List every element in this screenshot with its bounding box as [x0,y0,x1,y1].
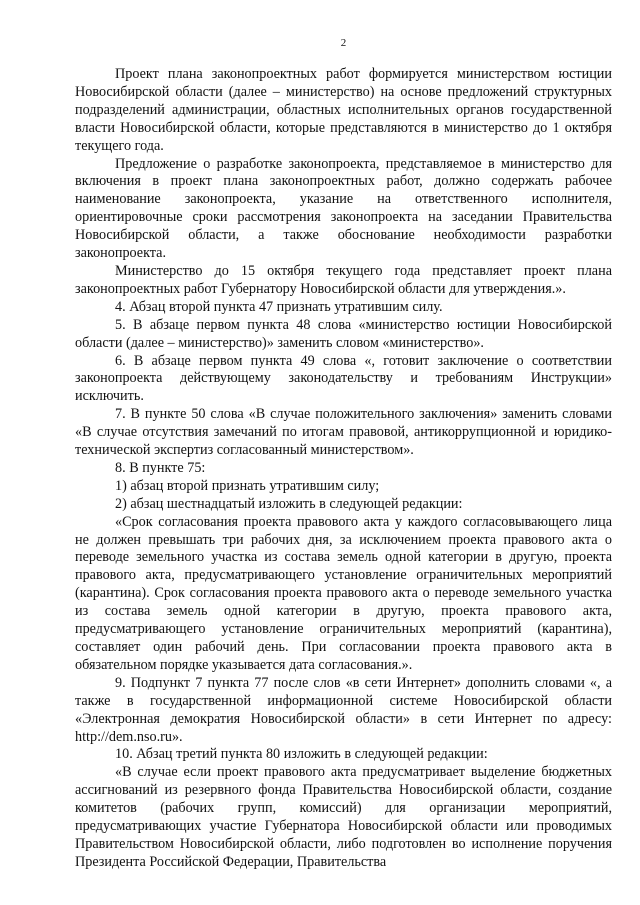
paragraph: 8. В пункте 75: [115,459,206,476]
document-page [75,36,612,872]
paragraph: 4. Абзац второй пункта 47 признать утратившим силу. [115,298,443,315]
paragraph: 9. Подпункт 7 пункта 77 после слов «в сети Интернет» дополнить словами «, а также в государственной информационной системе Новосибирской области «Электронная демократия Новосибирской области» в сети Интернет по адресу: http://dem.nso.ru». [75,674,612,745]
paragraph: 1) абзац второй признать утратившим силу; [115,477,380,494]
document-body [75,66,612,872]
paragraph: 10. Абзац третий пункта 80 изложить в следующей редакции: [115,746,488,763]
paragraph: 6. В абзаце первом пункта 49 слова «, готовит заключение о соответствии законопроекта действующему законодательству и требованиям Инструкции» исключить. [75,352,612,405]
paragraph: Министерство до 15 октября текущего года представляет проект плана законопроектных работ Губернатору Новосибирской области для утверждения.». [75,262,612,297]
paragraph: «Срок согласования проекта правового акта у каждого согласовывающего лица не должен превышать три рабочих дня, за исключением проекта правового акта о переводе земельного участка из состава земель одной категории в другую, проекта правового акта, предусматривающего установление ограничительных мероприятий (карантина). Срок согласования проекта правового акта о переводе земельного участка из состава земель одной категории в другую, проекта правового акта, предусматривающего установление ограничительных мероприятий (карантина), составляет один рабочий день. При согласовании проекта правового акта в обязательном порядке указывается дата согласования.». [75,513,612,673]
paragraph: Предложение о разработке законопроекта, представляемое в министерство для включения в проект плана законопроектных работ, должно содержать рабочее наименование законопроекта, указание на ответственного исполнителя, ориентировочные сроки рассмотрения законопроекта на заседании Правительства Новосибирской области, а также обоснование необходимости разработки законопроекта. [75,155,612,262]
paragraph: 5. В абзаце первом пункта 48 слова «министерство юстиции Новосибирской области (далее – министерство)» заменить словом «министерство». [75,316,612,351]
page-number: 2 [340,37,347,49]
paragraph: 7. В пункте 50 слова «В случае положительного заключения» заменить словами «В случае отсутствия замечаний по итогам правовой, антикоррупционной и юридико-технической экспертиз согласованный министерством». [75,406,612,459]
paragraph: «В случае если проект правового акта предусматривает выделение бюджетных ассигнований из резервного фонда Правительства Новосибирской области, создание комитетов (рабочих групп, комиссий) для организации мероприятий, предусматривающих участие Губернатора Новосибирской области или проводимых Правительством Новосибирской области, либо подготовлен во исполнение поручения Президента Российской Федерации, Правительства [75,764,612,870]
paragraph: 2) абзац шестнадцатый изложить в следующей редакции: [115,495,463,512]
paragraph: Проект плана законопроектных работ формируется министерством юстиции Новосибирской области (далее – министерство) на основе предложений структурных подразделений администрации, областных исполнительных органов государственной власти Новосибирской области, которые представляются в министерство до 1 октября текущего года. [75,66,612,154]
